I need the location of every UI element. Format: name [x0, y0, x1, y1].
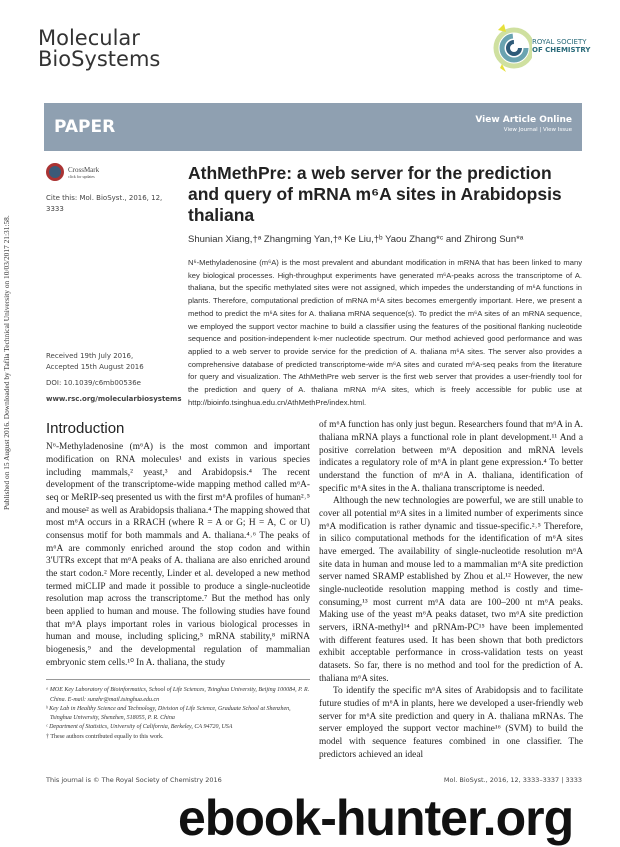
- paragraph: of m⁶A function has only just begun. Researchers found that m⁶A in A. thaliana mRNA plays a functional role in plant development.¹¹ And a positive correlation between m⁶A deposition and mRNA levels indicates a regulatory role of m⁶A in plant gene expression.⁴ To better understand the function of m⁶A in A. thaliana, identification of specific m⁶A sites in the A. thaliana transcriptome is needed.: [319, 420, 583, 494]
- footnote: ᵃ MOE Key Laboratory of Bioinformatics, School of Life Sciences, Tsinghua University, Beijing 100084, P. R. China. E-mail: sunzhr@mail.tsinghua.edu.cn: [46, 687, 310, 703]
- rsc-logo-line2: OF CHEMISTRY: [532, 46, 591, 54]
- crossmark-button[interactable]: [46, 163, 188, 181]
- watermark: ebook-hunter.org: [178, 790, 574, 847]
- crossmark-label: CrossMark: [68, 165, 100, 174]
- body-right-column: [319, 419, 583, 761]
- rsc-logo-line1: ROYAL SOCIETY: [532, 38, 587, 46]
- abstract: N⁶-Methyladenosine (m⁶A) is the most prevalent and abundant modification in mRNA that has been linked to many key biological processes. High-throughput experiments have generated m⁶A-peaks across the transcriptome of A. thaliana, but the specific methylated sites were not assigned, which impedes the understanding of m⁶A functions in plants. Therefore, computational prediction of mRNA m⁶A sites becomes emergently important. Here, we present a method to predict the m⁶A sites for A. thaliana mRNA sequence(s). To predict the m⁶A sites of an mRNA sequence, we employed the support vector machine to build a classifier using the features of the positional flanking nucleotide sequence and position-independent k-mer nucleotide spectrum. Our method achieved good performance and was applied to a web server to provide service for the prediction of A. thaliana m⁶A sites. The server also provides a comprehensive database of predicted transcriptome-wide m⁶A sites and curated m⁶A-seq peaks from the literature for query and visualization. The AthMethPre web server is the first web server that provides a user-friendly tool for the prediction and query of A. thaliana mRNA m⁶A sites, which is freely accessible for public use at http://bioinfo.tsinghua.edu.cn/AthMethPre/index.html.: [188, 258, 582, 407]
- crossmark-sub: click for updates: [68, 173, 95, 179]
- footnote: † These authors contributed equally to this work.: [46, 733, 164, 740]
- rsc-logo-icon: [492, 18, 532, 78]
- masthead: [0, 0, 620, 88]
- view-article-online-link[interactable]: View Article Online: [475, 115, 572, 125]
- footnote: ᶜ Department of Statistics, University of California, Berkeley, CA 94720, USA: [46, 724, 233, 731]
- article-type: PAPER: [54, 117, 116, 137]
- article-body: [0, 419, 620, 761]
- footer-citation: Mol. BioSyst., 2016, 12, 3333–3337 | 3333: [443, 776, 582, 785]
- article-meta: [46, 151, 188, 409]
- paragraph: Although the new technologies are powerful, we are still unable to cover all potential m⁶A sites in a limited number of experiments since m⁶A modification is rather dynamic and tissue-specific.²˒⁵ Therefore, in silico computational methods for the identification of m⁶A sites have emerged. The availability of single-nucleotide resolution m⁶A site data in human and mouse led to a mammalian m⁶A site prediction server named SRAMP established by Zhou et al.¹² However, the new single-nucleotide resolution mapping method is costly and time-consuming,¹³ most current m⁶A data are 100–200 nt m⁶A peaks. Making use of the yeast m⁶A peaks dataset, two m⁶A site prediction servers, iRNA-methyl¹⁴ and pRNAm-PC¹⁵ have been implemented with different features used. It has been shown that both predictors exhibit acceptable performance in cross-validation tests on yeast datasets. So far, there is no method and tool for the prediction of A. thaliana m⁶A sites.: [319, 496, 583, 684]
- paragraph: To identify the specific m⁶A sites of Arabidopsis and to facilitate future studies of m⁶A in plants, here we developed a user-friendly web server for m⁶A site prediction and query in A. thaliana mRNAs. The server employed the support vector machine¹⁶ (SVM) to build the model with sequence features combined in one classifier. The predictors achieved an ideal: [319, 686, 583, 760]
- body-left-column: N⁶-Methyladenosine (m⁶A) is the most common and important modification on RNA molecules¹ and exists in various species including mammals,² yeast,³ and Arabidopsis.⁴ The recent development of the transcriptome-wide mapping method called m⁶A-seq or MeRIP-seq presented us with the first m⁶A profiles of human²˒⁵ and mouse² as well as Arabidopsis thaliana.⁴ The mapping showed that most m⁶A occurs in a RRACH (where R = A or G; H = A, C or U) consensus motif for both mammals and A. thaliana.⁴˒⁶ The peaks of m⁶A are commonly enriched around the stop codon and within 3'UTRs except that m⁶A peaks of A. thaliana are also enriched around the start codon.² More recently, Linder et al. developed a new method termed miCLIP and made it possible to produce a single-nucleotide resolution map across the transcriptome.⁷ But the method has only been applied to human and mouse. The following studies have found that m⁶A plays important roles in various biological processes in human and mouse, including splicing,⁵ mRNA stability,⁸ miRNA biogenesis,⁹ and the developmental regulation of mammalian embryonic stem cells.¹⁰ In A. thaliana, the study: [46, 442, 310, 668]
- footnote-divider: [46, 679, 310, 680]
- doi[interactable]: DOI: 10.1039/c6mb00536e: [46, 379, 141, 388]
- section-heading: Introduction: [46, 420, 125, 438]
- journal-name: [38, 28, 160, 70]
- download-note: [2, 130, 14, 510]
- received-date: Received 19th July 2016,: [46, 352, 134, 361]
- citation: Cite this: Mol. BioSyst., 2016, 12, 3333: [46, 194, 163, 213]
- article-type-bar: [44, 103, 582, 151]
- article-front-matter: [0, 151, 620, 409]
- download-note-text: Published on 15 August 2016. Downloaded by Tafila Technical University on 10/03/2017 21:31:58.: [2, 215, 11, 510]
- footnote: ᵇ Key Lab in Healthy Science and Technology, Division of Life Science, Graduate School at Shenzhen, Tsinghua University, Shenzhen, 518055, P. R. China: [46, 705, 291, 722]
- footer-copyright: This journal is © The Royal Society of Chemistry 2016: [46, 776, 222, 785]
- journal-name-line2: BioSystems: [38, 47, 161, 71]
- view-journal-issue-links[interactable]: View Journal | View Issue: [503, 127, 572, 133]
- rsc-logo: [492, 18, 591, 80]
- accepted-date: Accepted 15th August 2016: [46, 363, 144, 372]
- article-title: AthMethPre: a web server for the prediction and query of mRNA m⁶A sites in Arabidopsis thaliana: [188, 163, 562, 225]
- crossmark-icon: [46, 163, 64, 181]
- journal-website-link[interactable]: www.rsc.org/molecularbiosystems: [46, 395, 182, 404]
- journal-name-line1: Molecular: [38, 26, 140, 50]
- page-footer: [46, 775, 582, 785]
- footnotes: [46, 686, 310, 742]
- author-list: Shunian Xiang,†ᵃ Zhangming Yan,†ᵃ Ke Liu,†ᵇ Yaou Zhang*ᶜ and Zhirong Sun*ᵃ: [188, 234, 524, 245]
